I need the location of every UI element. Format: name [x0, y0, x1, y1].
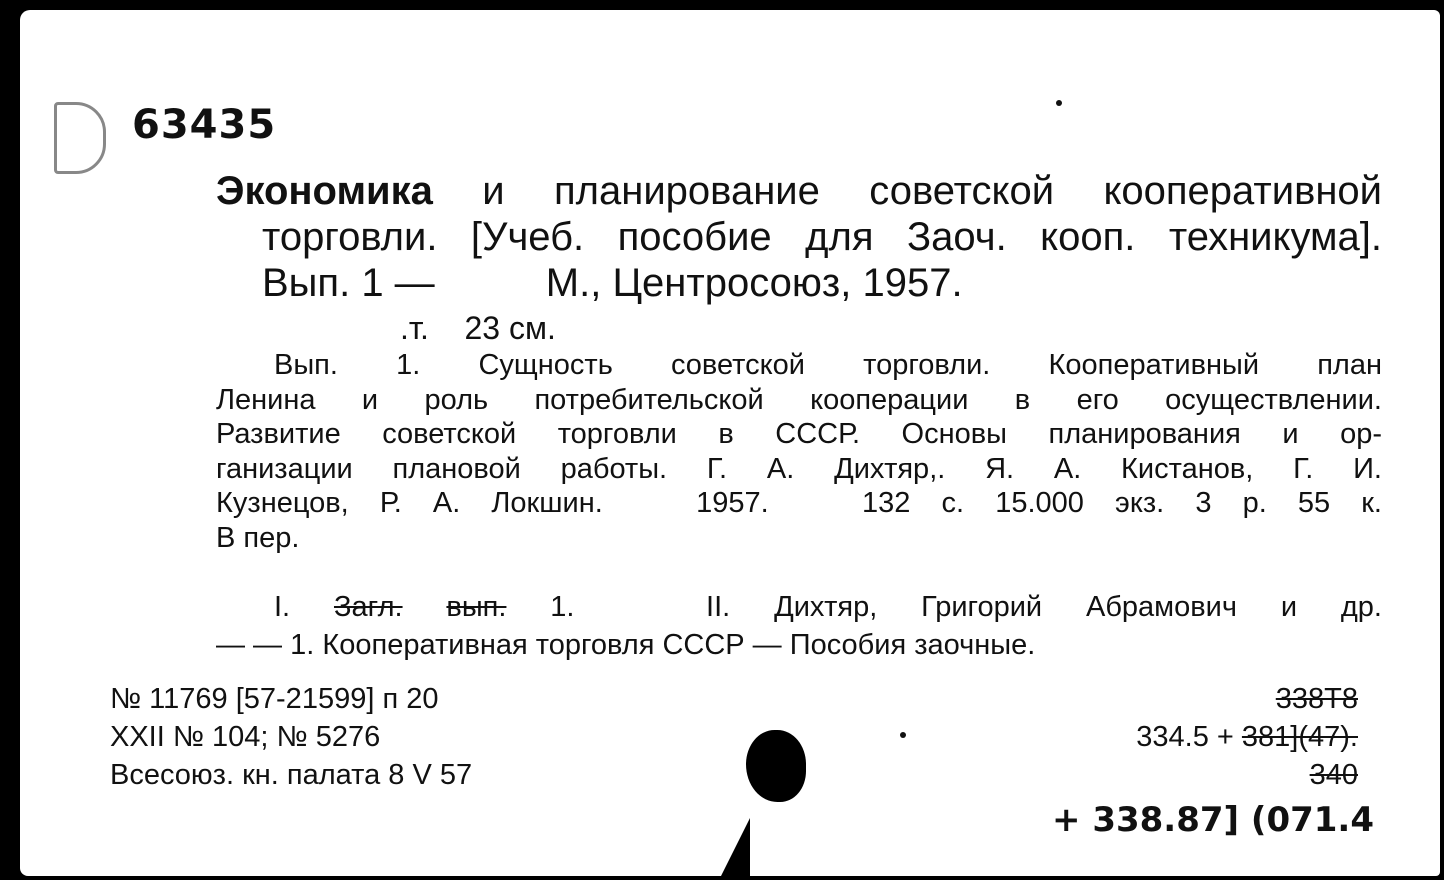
card-notch	[720, 818, 750, 878]
tracing-line-1-rest: 1. II. Дихтяр, Григорий Абрамович и др.	[506, 591, 1382, 623]
title-block	[216, 168, 1382, 306]
tracing-prefix: I.	[274, 591, 291, 623]
annotation-line: Вып. 1. Сущность советской торговли. Кооперативный план	[274, 349, 1382, 381]
annotation-line: В пер.	[216, 521, 300, 554]
chamber-date: Всесоюз. кн. палата 8 V 57	[110, 759, 473, 791]
annotation-line: ганизации плановой работы. Г. А. Дихтяр,. Я. А. Кистанов, Г. И.	[216, 452, 1382, 485]
tracing-struck-title: Загл.	[333, 591, 403, 623]
physical-description: .т. 23 см.	[400, 310, 556, 346]
classification-line-2	[1136, 718, 1358, 756]
classification-struck-2: 381](47).	[1241, 721, 1358, 753]
ink-speck	[900, 732, 906, 738]
footer-left	[110, 680, 472, 794]
registry-number: № 11769 [57-21599] п 20	[110, 683, 439, 715]
chronicle-number: XXII № 104; № 5276	[110, 721, 381, 753]
punch-hole	[746, 730, 806, 802]
classification-block	[1136, 680, 1358, 794]
title-line-2: торговли. [Учеб. пособие для Заоч. кооп. техникума].	[262, 215, 1382, 259]
catalog-card	[20, 10, 1440, 876]
annotation-line: Развитие советской торговли в СССР. Основы планирования и ор-	[216, 418, 1382, 450]
annotation-line: Кузнецов, Р. А. Локшин. 1957. 132 с. 15.000 экз. 3 р. 55 к.	[216, 487, 1382, 519]
tracing-struck-issue: вып.	[446, 591, 507, 623]
title-line-1-rest: и планирование советской кооперативной	[432, 169, 1382, 213]
ink-speck	[1056, 100, 1062, 106]
annotation-block	[216, 348, 1382, 555]
annotation-line: Ленина и роль потребительской кооперации в его осуществлении.	[216, 383, 1382, 416]
title-heading-word: Экономика	[216, 169, 433, 213]
inventory-number: 63435	[132, 102, 277, 148]
classification-code: 334.5 +	[1136, 721, 1242, 753]
classification-struck-3: 340	[1309, 759, 1358, 791]
corner-stamp	[54, 102, 106, 174]
tracing-line-2: — — 1. Кооперативная торговля СССР — Пособия заочные.	[216, 629, 1036, 661]
title-line-3: Вып. 1 — М., Центросоюз, 1957.	[262, 261, 963, 305]
tracings-block	[216, 588, 1382, 664]
classification-struck-1: 338Т8	[1275, 683, 1358, 715]
handwritten-classification: + 338.87] (071.4	[1052, 800, 1374, 840]
title-line-1	[216, 168, 1382, 214]
tracing-line-1	[216, 588, 1382, 626]
